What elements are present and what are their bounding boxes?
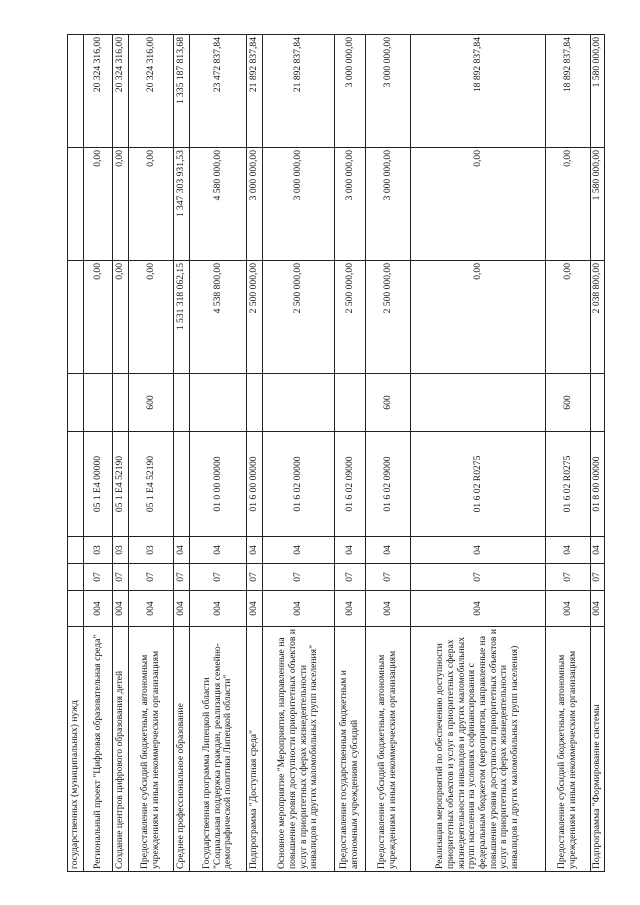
cell-s3: 1 580 000,00 — [591, 35, 605, 148]
cell-rz: 07 — [174, 564, 190, 591]
cell-pr: 04 — [335, 537, 366, 564]
cell-pr: 03 — [129, 537, 174, 564]
cell-rz: 07 — [546, 564, 591, 591]
table-row — [546, 35, 591, 872]
cell-name: Предоставление государственным бюджетным и автономным учреждениям субсидий — [335, 627, 366, 872]
cell-s1: 0,00 — [546, 261, 591, 374]
cell-s2: 0,00 — [113, 148, 129, 261]
cell-pr: 04 — [591, 537, 605, 564]
table-row — [190, 35, 247, 872]
cell-s2: 3 000 000,00 — [335, 148, 366, 261]
cell-name: Среднее профессиональное образование — [174, 627, 190, 872]
cell-s1: 1 531 318 062,15 — [174, 261, 190, 374]
cell-name: государственных (муниципальных) нужд — [68, 627, 84, 872]
cell-s1: 2 500 000,00 — [335, 261, 366, 374]
cell-s3: 20 324 316,00 — [84, 35, 113, 148]
cell-s2: 3 000 000,00 — [247, 148, 263, 261]
cell-ved: 004 — [174, 591, 190, 627]
cell-pr: 04 — [174, 537, 190, 564]
cell-pr: 03 — [84, 537, 113, 564]
cell-s1 — [68, 261, 84, 374]
cell-csr: 05 1 E4 52190 — [113, 432, 129, 537]
cell-rz — [68, 564, 84, 591]
cell-ved: 004 — [263, 591, 335, 627]
cell-s2 — [68, 148, 84, 261]
cell-csr — [174, 432, 190, 537]
cell-pr: 04 — [190, 537, 247, 564]
cell-pr: 03 — [113, 537, 129, 564]
cell-s1: 2 500 000,00 — [247, 261, 263, 374]
cell-s3: 3 000 000,00 — [366, 35, 411, 148]
cell-rz: 07 — [335, 564, 366, 591]
cell-csr: 01 6 02 R0275 — [411, 432, 546, 537]
cell-csr: 01 0 00 00000 — [190, 432, 247, 537]
cell-rz: 07 — [411, 564, 546, 591]
cell-ved: 004 — [335, 591, 366, 627]
cell-name: Предоставление субсидий бюджетным, автономным учреждениям и иным некоммерческим организациям — [129, 627, 174, 872]
cell-rz: 07 — [366, 564, 411, 591]
cell-s3: 18 892 837,84 — [546, 35, 591, 148]
cell-pr: 04 — [546, 537, 591, 564]
cell-rz: 07 — [591, 564, 605, 591]
table-row — [366, 35, 411, 872]
cell-ved: 004 — [591, 591, 605, 627]
cell-vr — [190, 374, 247, 432]
cell-s3: 18 892 837,84 — [411, 35, 546, 148]
table-body — [68, 35, 605, 872]
cell-s1: 2 038 800,00 — [591, 261, 605, 374]
table-row — [129, 35, 174, 872]
cell-s3: 20 324 316,00 — [113, 35, 129, 148]
cell-vr: 600 — [366, 374, 411, 432]
cell-pr — [68, 537, 84, 564]
cell-s1: 0,00 — [411, 261, 546, 374]
cell-s1: 4 538 800,00 — [190, 261, 247, 374]
table-row — [174, 35, 190, 872]
cell-csr: 01 6 02 09000 — [366, 432, 411, 537]
table-row — [335, 35, 366, 872]
cell-s2: 0,00 — [129, 148, 174, 261]
cell-vr: 600 — [129, 374, 174, 432]
cell-ved: 004 — [247, 591, 263, 627]
cell-rz: 07 — [263, 564, 335, 591]
cell-csr: 05 1 E4 52190 — [129, 432, 174, 537]
cell-rz: 07 — [129, 564, 174, 591]
cell-vr: 600 — [546, 374, 591, 432]
cell-ved: 004 — [190, 591, 247, 627]
cell-vr — [68, 374, 84, 432]
cell-vr — [591, 374, 605, 432]
cell-s2: 1 347 303 931,53 — [174, 148, 190, 261]
cell-name: Подпрограмма "Формирование системы — [591, 627, 605, 872]
cell-csr — [68, 432, 84, 537]
cell-s1: 2 500 000,00 — [263, 261, 335, 374]
cell-name: Государственная программа Липецкой области "Социальная поддержка граждан, реализация семейно-демографической политики Липецкой области" — [190, 627, 247, 872]
cell-ved: 004 — [129, 591, 174, 627]
table-row — [411, 35, 546, 872]
document-page — [67, 35, 603, 872]
cell-name: Региональный проект "Цифровая образовательная среда" — [84, 627, 113, 872]
cell-s2: 0,00 — [84, 148, 113, 261]
table-row — [113, 35, 129, 872]
cell-s3 — [68, 35, 84, 148]
cell-csr: 01 6 02 09000 — [335, 432, 366, 537]
cell-s3: 21 892 837,84 — [263, 35, 335, 148]
cell-s1: 0,00 — [84, 261, 113, 374]
cell-vr — [247, 374, 263, 432]
cell-name: Предоставление субсидий бюджетным, автономным учреждениям и иным некоммерческим организациям — [366, 627, 411, 872]
cell-s2: 3 000 000,00 — [263, 148, 335, 261]
cell-csr: 05 1 E4 00000 — [84, 432, 113, 537]
cell-vr — [411, 374, 546, 432]
cell-csr: 01 6 02 R0275 — [546, 432, 591, 537]
cell-rz: 07 — [84, 564, 113, 591]
budget-table — [67, 34, 605, 872]
cell-csr: 01 6 02 00000 — [263, 432, 335, 537]
cell-s3: 1 335 187 813,68 — [174, 35, 190, 148]
cell-name: Реализация мероприятий по обеспечению доступности приоритетных объектов и услуг в приоритетных сферах жизнедеятельности инвалидов и других маломобильных групп населения на условиях софинансирования с федеральным бюджетом (мероприятия, направленные на повышение уровня доступности приоритетных объектов и услуг в приоритетных сферах жизнедеятельности инвалидов и других маломобильных групп населения) — [411, 627, 546, 872]
cell-s3: 21 892 837,84 — [247, 35, 263, 148]
cell-ved: 004 — [411, 591, 546, 627]
cell-vr — [263, 374, 335, 432]
cell-s1: 0,00 — [129, 261, 174, 374]
cell-rz: 07 — [247, 564, 263, 591]
cell-vr — [113, 374, 129, 432]
cell-csr: 01 8 00 00000 — [591, 432, 605, 537]
table-row — [247, 35, 263, 872]
cell-ved: 004 — [366, 591, 411, 627]
cell-s1: 2 500 000,00 — [366, 261, 411, 374]
cell-pr: 04 — [411, 537, 546, 564]
table-row — [591, 35, 605, 872]
cell-rz: 07 — [190, 564, 247, 591]
cell-name: Предоставление субсидий бюджетным, автономным учреждениям и иным некоммерческим организациям — [546, 627, 591, 872]
cell-vr — [335, 374, 366, 432]
cell-ved: 004 — [84, 591, 113, 627]
cell-pr: 04 — [247, 537, 263, 564]
cell-rz: 07 — [113, 564, 129, 591]
cell-ved — [68, 591, 84, 627]
cell-pr: 04 — [263, 537, 335, 564]
table-row — [263, 35, 335, 872]
cell-name: Создание центров цифрового образования детей — [113, 627, 129, 872]
cell-s2: 0,00 — [546, 148, 591, 261]
cell-s3: 23 472 837,84 — [190, 35, 247, 148]
cell-s1: 0,00 — [113, 261, 129, 374]
cell-name: Основное мероприятие "Мероприятия, направленные на повышение уровня доступности приоритетных объектов и услуг в приоритетных сферах жизнедеятельности инвалидов и других маломобильных групп населения" — [263, 627, 335, 872]
cell-csr: 01 6 00 00000 — [247, 432, 263, 537]
cell-s2: 1 580 000,00 — [591, 148, 605, 261]
cell-s2: 3 000 000,00 — [366, 148, 411, 261]
cell-s2: 4 580 000,00 — [190, 148, 247, 261]
cell-ved: 004 — [113, 591, 129, 627]
cell-s3: 20 324 316,00 — [129, 35, 174, 148]
cell-s2: 0,00 — [411, 148, 546, 261]
table-row — [68, 35, 84, 872]
table-row — [84, 35, 113, 872]
cell-s3: 3 000 000,00 — [335, 35, 366, 148]
rotated-content — [67, 35, 603, 872]
cell-name: Подпрограмма "Доступная среда" — [247, 627, 263, 872]
cell-pr: 04 — [366, 537, 411, 564]
cell-ved: 004 — [546, 591, 591, 627]
cell-vr — [174, 374, 190, 432]
cell-vr — [84, 374, 113, 432]
